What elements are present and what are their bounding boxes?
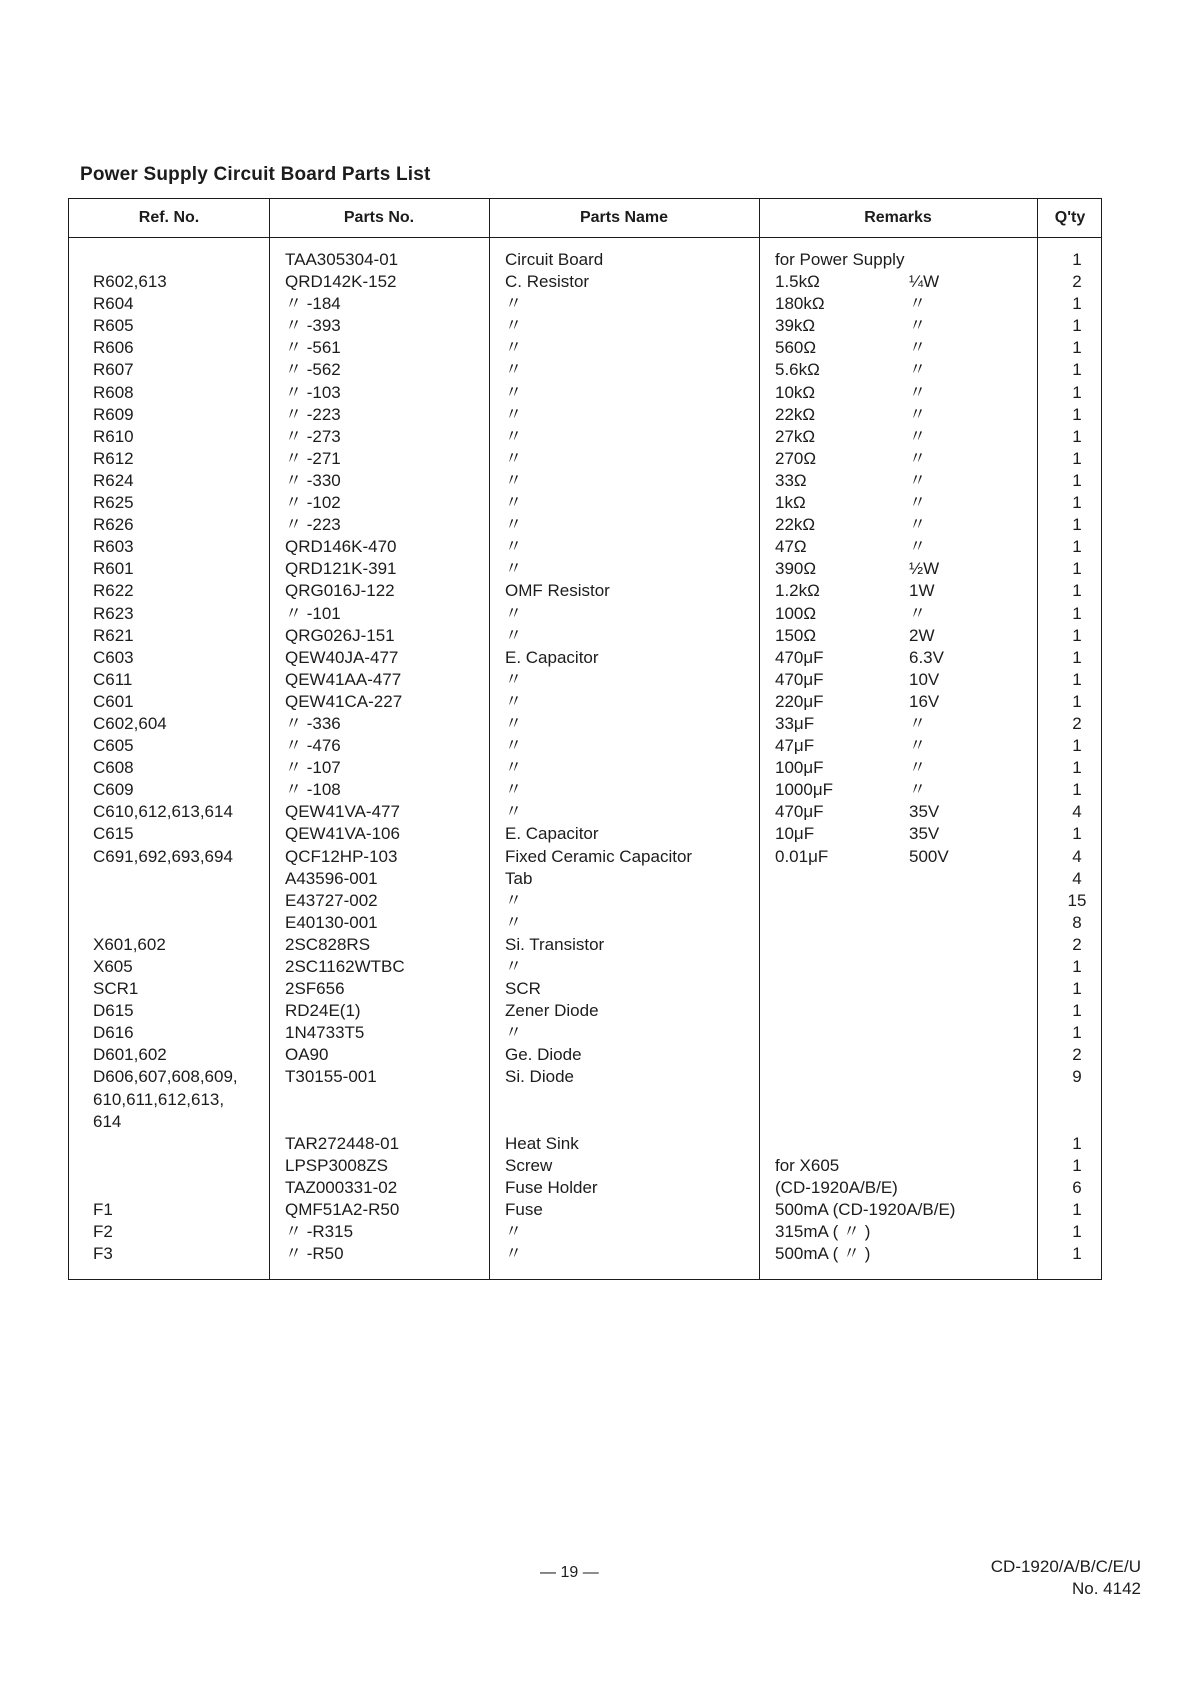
parts-no-cell: QEW41CA-227 [285,691,403,711]
table-row [69,956,1101,978]
qty-cell: 1 [1072,294,1082,314]
remarks-cell: for Power Supply [775,250,905,269]
parts-no-cell: QRG026J-151 [285,625,395,645]
remarks-cell: 390Ω [775,559,817,579]
remarks-cell: 560Ω [775,338,817,358]
table-row [69,625,1101,647]
parts-no-cell: QEW41VA-477 [285,802,400,822]
parts-name-cell: 〃 [505,360,522,380]
remarks-cell: 33μF [775,713,815,733]
remarks-cell: 22kΩ [775,515,816,535]
qty-cell: 1 [1072,1244,1082,1264]
qty-cell: 1 [1072,979,1082,999]
qty-cell: 1 [1072,559,1082,579]
table-row [69,713,1101,735]
parts-name-cell: 〃 [505,691,522,711]
qty-cell: 4 [1072,868,1082,888]
remarks-cell: 1000μF [775,780,833,800]
remarks-cell: 500mA ( 〃 ) [775,1244,871,1264]
table-row [69,846,1101,868]
parts-name-cell: Circuit Board [505,250,604,269]
parts-name-cell: 〃 [505,294,522,314]
qty-cell: 2 [1072,713,1082,733]
table-row [69,580,1101,602]
qty-cell: 1 [1072,581,1082,601]
table-row [69,735,1101,757]
qty-cell: 1 [1072,250,1082,269]
parts-no-cell: 〃 -107 [285,758,341,778]
parts-no-cell: QEW41AA-477 [285,669,402,689]
parts-name-cell: Fuse Holder [505,1177,598,1197]
parts-no-cell: QMF51A2-R50 [285,1200,400,1220]
rating-cell: 〃 [909,780,926,800]
rating-cell: 10V [909,669,940,689]
ref-no-cell: C615 [93,824,134,844]
table-row [69,1177,1101,1199]
rating-cell: 6.3V [909,647,944,667]
qty-cell: 1 [1072,691,1082,711]
table-row [69,448,1101,470]
qty-cell: 4 [1072,846,1082,866]
parts-name-cell: 〃 [505,957,522,976]
table-row [69,514,1101,536]
ref-no-cell: C602,604 [93,713,167,733]
parts-name-cell: 〃 [505,515,522,535]
table-row [69,536,1101,558]
table-row [69,315,1101,337]
table-row [69,868,1101,890]
parts-no-cell: QRD142K-152 [285,272,397,292]
parts-no-cell: LPSP3008ZS [285,1155,389,1175]
rating-cell: 〃 [909,404,926,424]
parts-no-cell: 〃 -336 [285,713,341,733]
parts-no-cell: 〃 -101 [285,603,341,623]
ref-no-cell: R621 [93,625,134,645]
parts-no-cell: 〃 -330 [285,470,341,490]
ref-no-cell: C605 [93,736,134,756]
parts-name-cell: OMF Resistor [505,581,610,601]
rating-cell: 〃 [909,470,926,490]
parts-name-cell: 〃 [505,448,522,468]
table-row [69,1111,1101,1133]
parts-no-cell: 〃 -273 [285,426,341,446]
remarks-cell: 10μF [775,824,815,844]
parts-name-cell: 〃 [505,669,522,689]
parts-name-cell: Zener Diode [505,1001,599,1021]
rating-cell: 〃 [909,515,926,535]
table-row [69,1000,1101,1022]
qty-cell: 2 [1072,934,1082,954]
qty-cell: 1 [1072,470,1082,490]
ref-no-cell: R605 [93,316,134,336]
ref-no-cell: R624 [93,470,134,490]
qty-cell: 1 [1072,1155,1082,1175]
rating-cell: 〃 [909,736,926,756]
ref-no-cell: C603 [93,647,134,667]
qty-cell: 1 [1072,404,1082,424]
table-row [69,1243,1101,1265]
qty-cell: 2 [1072,272,1082,292]
parts-no-cell: OA90 [285,1045,329,1065]
parts-no-cell: 2SC1162WTBC [285,957,405,976]
ref-no-cell: R607 [93,360,134,380]
remarks-cell: 470μF [775,802,824,822]
parts-name-cell: Screw [505,1155,553,1175]
rating-cell: 〃 [909,426,926,446]
qty-cell: 1 [1072,1023,1082,1043]
qty-cell: 1 [1072,1200,1082,1220]
rating-cell: 1W [909,581,935,601]
ref-no-cell: R601 [93,559,134,579]
remarks-cell: 150Ω [775,625,817,645]
remarks-cell: 1.5kΩ [775,272,820,292]
ref-no-cell: R612 [93,448,134,468]
parts-no-cell: QEW41VA-106 [285,824,400,844]
parts-no-cell: QRG016J-122 [285,581,395,601]
parts-name-cell: Tab [505,868,533,888]
parts-name-cell: 〃 [505,426,522,446]
parts-name-cell: Fixed Ceramic Capacitor [505,846,693,866]
parts-no-cell: 〃 -184 [285,294,341,314]
remarks-cell: for X605 [775,1155,840,1175]
qty-cell: 1 [1072,515,1082,535]
table-row [69,426,1101,448]
table-row [69,337,1101,359]
remarks-cell: 270Ω [775,448,817,468]
qty-cell: 1 [1072,426,1082,446]
parts-no-cell: 〃 -R50 [285,1244,344,1264]
remarks-cell: 0.01μF [775,846,829,866]
parts-no-cell: 1N4733T5 [285,1023,365,1043]
qty-cell: 6 [1072,1177,1082,1197]
remarks-cell: 33Ω [775,470,807,490]
table-row [69,934,1101,956]
parts-name-cell: 〃 [505,625,522,645]
rating-cell: 〃 [909,360,926,380]
qty-cell: 4 [1072,802,1082,822]
parts-name-cell: 〃 [505,493,522,513]
table-row [69,757,1101,779]
rating-cell: 〃 [909,758,926,778]
table-row [69,779,1101,801]
table-row [69,1066,1101,1088]
remarks-cell: 5.6kΩ [775,360,820,380]
parts-no-cell: 〃 -102 [285,493,341,513]
qty-cell: 1 [1072,603,1082,623]
header-parts-name: Parts Name [579,209,669,226]
table-row [69,404,1101,426]
parts-no-cell: TAR272448-01 [285,1133,400,1153]
ref-no-cell: R610 [93,426,134,446]
table-row [69,691,1101,713]
remarks-cell: 100Ω [775,603,817,623]
ref-no-cell: R609 [93,404,134,424]
qty-cell: 1 [1072,780,1082,800]
qty-cell: 1 [1072,957,1082,976]
qty-cell: 1 [1072,1222,1082,1242]
table-row [69,647,1101,669]
table-row [69,801,1101,823]
ref-no-cell: 614 [93,1111,122,1131]
ref-no-cell: 610,611,612,613, [93,1089,225,1109]
rating-cell: 〃 [909,338,926,358]
qty-cell: 1 [1072,669,1082,689]
parts-no-cell: QCF12HP-103 [285,846,398,866]
rating-cell: 〃 [909,537,926,557]
ref-no-cell: R606 [93,338,134,358]
table-row [69,1155,1101,1177]
qty-cell: 1 [1072,537,1082,557]
ref-no-cell: C691,692,693,694 [93,846,233,866]
rating-cell: 〃 [909,316,926,336]
parts-no-cell: TAZ000331-02 [285,1177,398,1197]
parts-name-cell: E. Capacitor [505,824,599,844]
remarks-cell: 315mA ( 〃 ) [775,1222,871,1242]
qty-cell: 1 [1072,316,1082,336]
header-qty: Q'ty [1054,209,1086,226]
qty-cell: 1 [1072,493,1082,513]
rating-cell: ½W [909,559,940,579]
remarks-cell: 10kΩ [775,382,816,402]
ref-no-cell: F2 [93,1222,113,1242]
table-row [69,669,1101,691]
qty-cell: 1 [1072,736,1082,756]
parts-name-cell: 〃 [505,912,522,932]
qty-cell: 1 [1072,625,1082,645]
ref-no-cell: R622 [93,581,134,601]
table-row [69,1044,1101,1066]
rating-cell: ¼W [909,272,940,292]
parts-name-cell: 〃 [505,559,522,579]
parts-name-cell: 〃 [505,1222,522,1242]
remarks-cell: 47μF [775,736,815,756]
qty-cell: 8 [1072,912,1082,932]
ref-no-cell: R608 [93,382,134,402]
qty-cell: 1 [1072,338,1082,358]
ref-no-cell: D606,607,608,609, [93,1067,238,1087]
parts-no-cell: 〃 -108 [285,780,341,800]
remarks-cell: 500mA (CD-1920A/B/E) [775,1200,956,1220]
parts-no-cell: RD24E(1) [285,1001,361,1021]
remarks-cell: 27kΩ [775,426,816,446]
parts-name-cell: Ge. Diode [505,1045,582,1065]
ref-no-cell: R625 [93,493,134,513]
remarks-cell: 39kΩ [775,316,816,336]
table-row [69,271,1101,293]
parts-name-cell: Fuse [505,1200,543,1220]
ref-no-cell: R623 [93,603,134,623]
ref-no-cell: C609 [93,780,134,800]
qty-cell: 1 [1072,382,1082,402]
ref-no-cell: D615 [93,1001,134,1021]
parts-no-cell: QEW40JA-477 [285,647,399,667]
rating-cell: 〃 [909,294,926,314]
ref-no-cell: C611 [93,669,133,689]
parts-name-cell: 〃 [505,780,522,800]
document-number: No. 4142 [1072,1579,1141,1598]
table-row [69,978,1101,1000]
header-divider [69,237,1101,238]
remarks-cell: (CD-1920A/B/E) [775,1177,898,1197]
table-row [69,823,1101,845]
parts-no-cell: 〃 -223 [285,515,341,535]
rating-cell: 35V [909,824,940,844]
table-row [69,359,1101,381]
rating-cell: 〃 [909,448,926,468]
ref-no-cell: SCR1 [93,979,139,999]
parts-no-cell: QRD121K-391 [285,559,397,579]
ref-no-cell: F3 [93,1244,113,1264]
parts-no-cell: E43727-002 [285,890,378,910]
parts-name-cell: C. Resistor [505,272,590,292]
remarks-cell: 470μF [775,669,824,689]
model-info [991,1556,1141,1600]
model-number: CD-1920/A/B/C/E/U [990,1557,1141,1576]
rating-cell: 〃 [909,603,926,623]
parts-name-cell: 〃 [505,890,522,910]
qty-cell: 1 [1072,1133,1082,1153]
parts-no-cell: E40130-001 [285,912,378,932]
rating-cell: 16V [909,691,940,711]
table-row [69,1199,1101,1221]
parts-name-cell: 〃 [505,1244,522,1264]
header-remarks: Remarks [864,209,932,226]
parts-no-cell: 〃 -223 [285,404,341,424]
parts-name-cell: 〃 [505,802,522,822]
table-row [69,1089,1101,1111]
parts-no-cell: 〃 -561 [285,338,341,358]
parts-name-cell: 〃 [505,382,522,402]
qty-cell: 2 [1072,1045,1082,1065]
parts-no-cell: 〃 -562 [285,360,341,380]
parts-table [68,198,1102,1280]
qty-cell: 1 [1072,448,1082,468]
parts-name-cell: 〃 [505,713,522,733]
ref-no-cell: R626 [93,515,134,535]
header-parts-no: Parts No. [343,209,415,226]
parts-name-cell: 〃 [505,316,522,336]
parts-name-cell: 〃 [505,603,522,623]
parts-no-cell: A43596-001 [285,868,378,888]
header-ref-no: Ref. No. [138,209,200,226]
rating-cell: 500V [909,846,949,866]
rating-cell: 35V [909,802,940,822]
qty-cell: 1 [1072,360,1082,380]
remarks-cell: 47Ω [775,537,807,557]
parts-name-cell: E. Capacitor [505,647,599,667]
table-row [69,558,1101,580]
parts-no-cell: 2SF656 [285,979,345,999]
table-row [69,1133,1101,1155]
qty-cell: 1 [1072,1001,1082,1021]
qty-cell: 1 [1072,647,1082,667]
parts-name-cell: Si. Transistor [505,934,605,954]
parts-name-cell: 〃 [505,1023,522,1043]
parts-no-cell: 〃 -103 [285,382,341,402]
parts-name-cell: Si. Diode [505,1067,574,1087]
parts-name-cell: 〃 [505,338,522,358]
table-row [69,1022,1101,1044]
table-row [69,890,1101,912]
remarks-cell: 100μF [775,758,824,778]
remarks-cell: 220μF [775,691,824,711]
table-row [69,470,1101,492]
table-row [69,382,1101,404]
parts-name-cell: 〃 [505,537,522,557]
remarks-cell: 470μF [775,647,824,667]
parts-name-cell: 〃 [505,758,522,778]
parts-name-cell: 〃 [505,404,522,424]
rating-cell: 〃 [909,382,926,402]
table-row [69,1221,1101,1243]
table-row [69,603,1101,625]
table-row [69,912,1101,934]
qty-cell: 15 [1067,890,1087,910]
page-number: — 19 — [540,1564,599,1581]
parts-name-cell: 〃 [505,736,522,756]
table-row [69,492,1101,514]
parts-no-cell: 〃 -R315 [285,1222,354,1242]
ref-no-cell: R604 [93,294,134,314]
qty-cell: 1 [1072,824,1082,844]
rating-cell: 〃 [909,493,926,513]
ref-no-cell: D601,602 [93,1045,167,1065]
rating-cell: 2W [909,625,935,645]
remarks-cell: 22kΩ [775,404,816,424]
parts-no-cell: 2SC828RS [285,934,371,954]
parts-name-cell: 〃 [505,470,522,490]
remarks-cell: 1.2kΩ [775,581,820,601]
ref-no-cell: R602,613 [93,272,167,292]
parts-no-cell: QRD146K-470 [285,537,397,557]
ref-no-cell: C610,612,613,614 [93,802,233,822]
parts-name-cell: Heat Sink [505,1133,579,1153]
ref-no-cell: R603 [93,537,134,557]
qty-cell: 9 [1072,1067,1082,1087]
ref-no-cell: C608 [93,758,134,778]
parts-name-cell: SCR [505,979,541,999]
page-title: Power Supply Circuit Board Parts List [80,164,431,185]
ref-no-cell: C601 [93,691,134,711]
remarks-cell: 1kΩ [775,493,806,513]
ref-no-cell: X601,602 [93,934,166,954]
parts-no-cell: 〃 -476 [285,736,341,756]
parts-no-cell: 〃 -271 [285,448,341,468]
table-row [69,249,1101,271]
qty-cell: 1 [1072,758,1082,778]
ref-no-cell: D616 [93,1023,134,1043]
parts-no-cell: TAA305304-01 [285,250,399,269]
table-row [69,293,1101,315]
parts-no-cell: 〃 -393 [285,316,341,336]
ref-no-cell: F1 [93,1200,113,1220]
parts-no-cell: T30155-001 [285,1067,377,1087]
remarks-cell: 180kΩ [775,294,825,314]
ref-no-cell: X605 [93,957,133,976]
table-body [69,249,1101,1265]
rating-cell: 〃 [909,713,926,733]
